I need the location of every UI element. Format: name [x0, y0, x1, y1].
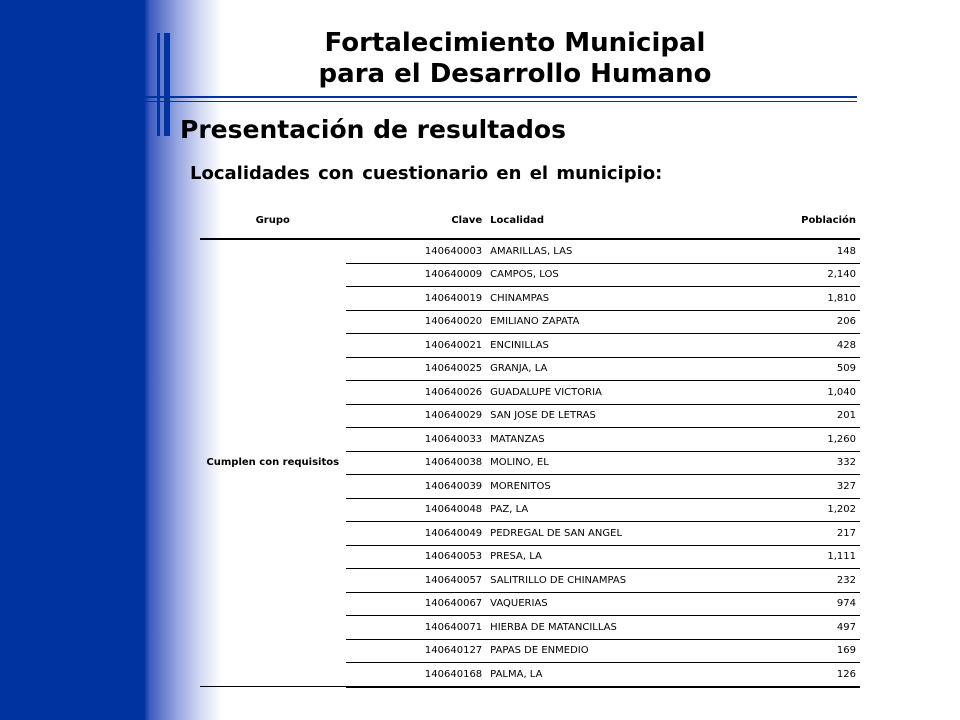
cell-localidad: ENCINILLAS: [486, 334, 734, 358]
cell-poblacion: 509: [734, 357, 860, 381]
cell-poblacion: 126: [734, 663, 860, 687]
cell-clave: 140640021: [346, 334, 487, 358]
cell-clave: 140640053: [346, 545, 487, 569]
cell-poblacion: 1,202: [734, 498, 860, 522]
header-localidad: Localidad: [486, 202, 734, 239]
cell-poblacion: 1,260: [734, 428, 860, 452]
cell-localidad: AMARILLAS, LAS: [486, 239, 734, 263]
cell-poblacion: 1,810: [734, 287, 860, 311]
cell-poblacion: 497: [734, 616, 860, 640]
cell-localidad: SAN JOSE DE LETRAS: [486, 404, 734, 428]
slide-title-line-1: Fortalecimiento Municipal: [324, 28, 706, 58]
slide-title-line-2: para el Desarrollo Humano: [318, 59, 712, 89]
cell-clave: 140640039: [346, 475, 487, 499]
cell-localidad: PEDREGAL DE SAN ANGEL: [486, 522, 734, 546]
table-body: [200, 239, 860, 687]
cell-localidad: HIERBA DE MATANCILLAS: [486, 616, 734, 640]
cell-clave: 140640067: [346, 592, 487, 616]
cell-clave: 140640020: [346, 310, 487, 334]
cell-poblacion: 327: [734, 475, 860, 499]
cell-localidad: VAQUERIAS: [486, 592, 734, 616]
cell-localidad: GUADALUPE VICTORIA: [486, 381, 734, 405]
cell-poblacion: 1,040: [734, 381, 860, 405]
cell-localidad: EMILIANO ZAPATA: [486, 310, 734, 334]
cell-poblacion: 428: [734, 334, 860, 358]
cell-clave: 140640168: [346, 663, 487, 687]
cell-poblacion: 217: [734, 522, 860, 546]
cell-poblacion: 1,111: [734, 545, 860, 569]
cell-clave: 140640029: [346, 404, 487, 428]
cell-poblacion: 332: [734, 451, 860, 475]
cell-clave: 140640025: [346, 357, 487, 381]
cell-poblacion: 2,140: [734, 263, 860, 287]
slide-title: [250, 28, 780, 90]
header-grupo: Grupo: [200, 202, 346, 239]
cell-localidad: GRANJA, LA: [486, 357, 734, 381]
cell-localidad: PAPAS DE ENMEDIO: [486, 639, 734, 663]
cell-localidad: PALMA, LA: [486, 663, 734, 687]
table-caption: Localidades con cuestionario en el municipio:: [190, 163, 663, 184]
cell-clave: 140640003: [346, 239, 487, 263]
cell-clave: 140640033: [346, 428, 487, 452]
decorative-vertical-bar-thin: [157, 33, 160, 136]
slide-subtitle: Presentación de resultados: [180, 115, 566, 144]
cell-localidad: MATANZAS: [486, 428, 734, 452]
cell-poblacion: 148: [734, 239, 860, 263]
decorative-horizontal-rule-thin: [145, 101, 857, 102]
cell-localidad: SALITRILLO DE CHINAMPAS: [486, 569, 734, 593]
side-gradient-band: [0, 0, 222, 720]
cell-poblacion: 974: [734, 592, 860, 616]
cell-localidad: CAMPOS, LOS: [486, 263, 734, 287]
localities-table: [200, 202, 860, 688]
cell-clave: 140640038: [346, 451, 487, 475]
cell-clave: 140640071: [346, 616, 487, 640]
cell-clave: 140640127: [346, 639, 487, 663]
header-clave: Clave: [346, 202, 487, 239]
header-poblacion: Población: [734, 202, 860, 239]
cell-poblacion: 169: [734, 639, 860, 663]
cell-localidad: MOLINO, EL: [486, 451, 734, 475]
cell-localidad: CHINAMPAS: [486, 287, 734, 311]
cell-clave: 140640057: [346, 569, 487, 593]
cell-clave: 140640049: [346, 522, 487, 546]
cell-poblacion: 232: [734, 569, 860, 593]
cell-localidad: MORENITOS: [486, 475, 734, 499]
cell-poblacion: 201: [734, 404, 860, 428]
decorative-vertical-bar-thick: [164, 33, 170, 136]
cell-localidad: PAZ, LA: [486, 498, 734, 522]
cell-poblacion: 206: [734, 310, 860, 334]
cell-localidad: PRESA, LA: [486, 545, 734, 569]
cell-clave: 140640009: [346, 263, 487, 287]
table-header-row: [200, 202, 860, 239]
cell-clave: 140640019: [346, 287, 487, 311]
table-row: [200, 239, 860, 263]
group-cell: Cumplen con requisitos: [200, 239, 346, 687]
cell-clave: 140640048: [346, 498, 487, 522]
decorative-horizontal-rule: [145, 96, 857, 98]
cell-clave: 140640026: [346, 381, 487, 405]
